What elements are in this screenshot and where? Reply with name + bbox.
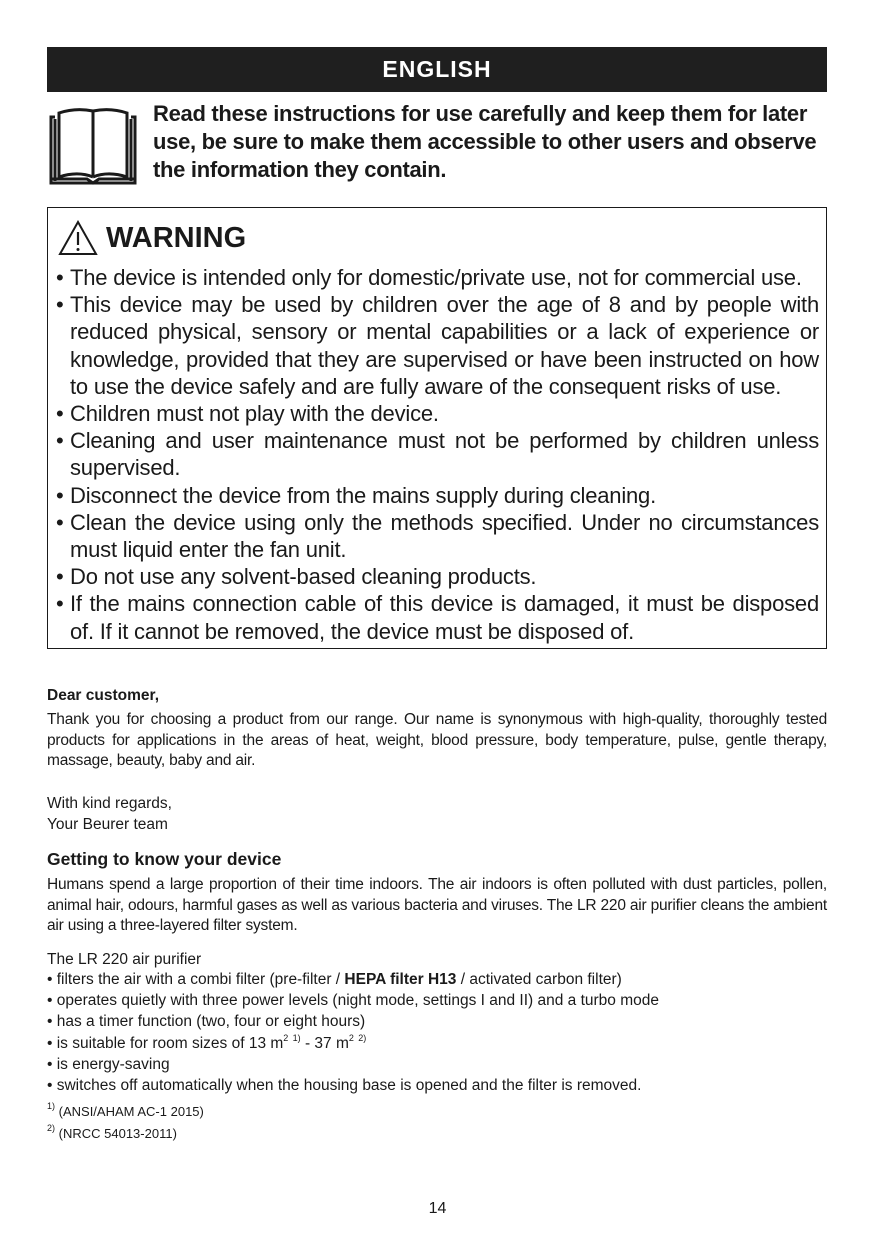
feature-item: • operates quietly with three power levels (night mode, settings I and II) and a turbo mode [47, 992, 659, 1010]
feature-text: - 37 m [300, 1034, 349, 1052]
warning-item: • Children must not play with the device. [56, 400, 819, 427]
warning-item: • The device is intended only for domestic/private use, not for commercial use. [56, 264, 819, 291]
footnote-ref: 1) [292, 1032, 301, 1043]
footnote [47, 1123, 177, 1141]
feature-item [47, 1033, 827, 1054]
page-number: 14 [428, 1200, 447, 1217]
feature-text: • filters the air with a combi filter (pre-filter / [47, 971, 345, 988]
warning-box [47, 207, 827, 649]
signature-line: Your Beurer team [47, 815, 168, 833]
warning-item: • Do not use any solvent-based cleaning products. [56, 563, 819, 590]
intro-notice [47, 100, 827, 190]
warning-item: • Cleaning and user maintenance must not be performed by children unless supervised. [56, 427, 819, 481]
warning-header [58, 220, 246, 256]
filter-name: HEPA filter H13 [344, 971, 457, 988]
footnote-text: (NRCC 54013-2011) [58, 1126, 177, 1141]
intro-text: Read these instructions for use carefully and keep them for later use, be sure to make them accessible to other users and observe the information they contain. [153, 101, 817, 182]
book-icon [47, 105, 139, 185]
feature-item [47, 969, 827, 990]
warning-item: • Clean the device using only the methods specified. Under no circumstances must liquid enter the fan unit. [56, 509, 819, 563]
section-text: Humans spend a large proportion of their time indoors. The air indoors is often polluted with dust particles, pollen, animal hair, odours, harmful gases as well as various bacteria and viruses. The LR 220 air purifier cleans the ambient air using a three-layered filter system. [47, 876, 827, 934]
feature-list [47, 969, 827, 1096]
footnote-text: (ANSI/AHAM AC-1 2015) [58, 1104, 204, 1119]
warning-item: • If the mains connection cable of this device is damaged, it must be disposed of. If it cannot be removed, the device must be disposed of. [56, 590, 819, 644]
greeting-text: Thank you for choosing a product from our range. Our name is synonymous with high-quality, thoroughly tested products for applications in the areas of heat, weight, blood pressure, body temperature, pulse, gentle therapy, massage, beauty, baby and air. [47, 711, 827, 769]
section-heading: Getting to know your device [47, 849, 282, 869]
greeting-heading: Dear customer, [47, 687, 159, 704]
footnote-mark: 1) [47, 1101, 56, 1111]
feature-item: • has a timer function (two, four or eight hours) [47, 1013, 366, 1031]
feature-item: • is energy-saving [47, 1055, 170, 1073]
warning-icon [58, 220, 98, 256]
feature-text: • is suitable for room sizes of 13 m [47, 1034, 284, 1052]
superscript: 2 [283, 1032, 289, 1043]
warning-item: • Disconnect the device from the mains supply during cleaning. [56, 482, 819, 509]
footnote [47, 1101, 204, 1119]
regards-block [47, 794, 827, 835]
footnote-ref: 2) [358, 1032, 367, 1043]
warning-item: • This device may be used by children over the age of 8 and by people with reduced physical, sensory or mental capabilities or a lack of experience or knowledge, provided that they are supervised or have been instructed on how to use the device safely and are fully aware of the consequent risks of use. [56, 291, 819, 400]
feature-item: • switches off automatically when the housing base is opened and the filter is removed. [47, 1077, 642, 1095]
superscript: 2 [348, 1032, 354, 1043]
regards-line: With kind regards, [47, 795, 172, 812]
warning-title: WARNING [106, 221, 247, 254]
language-label: ENGLISH [382, 56, 492, 82]
warning-list [56, 264, 819, 645]
language-header [47, 47, 827, 92]
feature-list-intro: The LR 220 air purifier [47, 951, 202, 968]
footnote-mark: 2) [47, 1123, 56, 1133]
feature-text: / activated carbon filter) [456, 971, 622, 988]
